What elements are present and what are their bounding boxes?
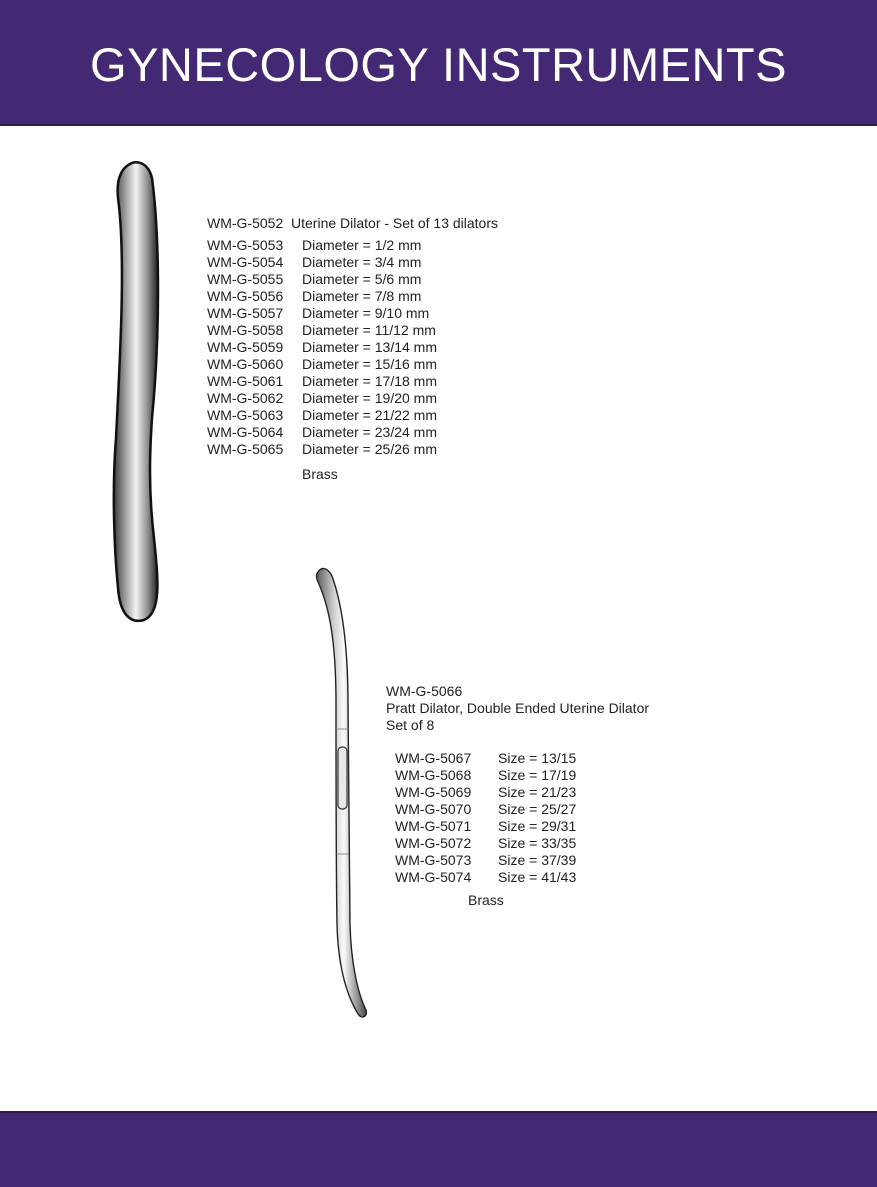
item-code: WM-G-5054	[207, 254, 284, 270]
item-code: WM-G-5065	[207, 441, 284, 457]
product2-title: Pratt Dilator, Double Ended Uterine Dilator	[386, 700, 650, 716]
product1-header	[207, 215, 498, 232]
page-footer	[0, 1111, 877, 1187]
item-desc: Size = 21/23	[498, 784, 577, 800]
item-code: WM-G-5062	[207, 390, 284, 406]
item-desc: Size = 25/27	[498, 801, 577, 817]
item-desc: Size = 17/19	[498, 767, 577, 783]
item-desc: Diameter = 15/16 mm	[302, 356, 437, 372]
item-code: WM-G-5069	[395, 784, 472, 800]
item-code: WM-G-5061	[207, 373, 284, 389]
item-desc: Diameter = 19/20 mm	[302, 390, 437, 406]
item-desc: Diameter = 17/18 mm	[302, 373, 437, 389]
item-desc: Size = 41/43	[498, 869, 577, 885]
product2-subtitle: Set of 8	[386, 717, 435, 733]
item-desc: Diameter = 25/26 mm	[302, 441, 437, 457]
item-code: WM-G-5064	[207, 424, 284, 440]
item-desc: Diameter = 7/8 mm	[302, 288, 422, 304]
item-desc: Diameter = 1/2 mm	[302, 237, 422, 253]
item-code: WM-G-5057	[207, 305, 284, 321]
item-desc: Size = 37/39	[498, 852, 577, 868]
item-code: WM-G-5055	[207, 271, 284, 287]
item-code: WM-G-5053	[207, 237, 284, 253]
item-code: WM-G-5058	[207, 322, 284, 338]
product1-code: WM-G-5052	[207, 215, 284, 231]
product1-material: Brass	[302, 466, 338, 482]
page-header	[0, 0, 877, 126]
product2-code: WM-G-5066	[386, 683, 463, 699]
item-code: WM-G-5073	[395, 852, 472, 868]
item-code: WM-G-5068	[395, 767, 472, 783]
item-desc: Diameter = 21/22 mm	[302, 407, 437, 423]
item-code: WM-G-5056	[207, 288, 284, 304]
item-desc: Diameter = 5/6 mm	[302, 271, 422, 287]
item-desc: Size = 13/15	[498, 750, 577, 766]
product2-material: Brass	[468, 892, 504, 908]
product1-title: Uterine Dilator - Set of 13 dilators	[291, 215, 498, 231]
item-desc: Diameter = 23/24 mm	[302, 424, 437, 440]
item-code: WM-G-5071	[395, 818, 472, 834]
item-desc: Diameter = 13/14 mm	[302, 339, 437, 355]
item-desc: Diameter = 9/10 mm	[302, 305, 430, 321]
item-desc: Size = 29/31	[498, 818, 577, 834]
item-code: WM-G-5070	[395, 801, 472, 817]
item-code: WM-G-5063	[207, 407, 284, 423]
item-code: WM-G-5059	[207, 339, 284, 355]
item-desc: Diameter = 3/4 mm	[302, 254, 422, 270]
item-desc: Size = 33/35	[498, 835, 577, 851]
item-code: WM-G-5072	[395, 835, 472, 851]
pratt-dilator-icon	[308, 564, 388, 1024]
uterine-dilator-icon	[100, 158, 180, 628]
item-code: WM-G-5074	[395, 869, 472, 885]
item-code: WM-G-5060	[207, 356, 284, 372]
item-code: WM-G-5067	[395, 750, 472, 766]
item-desc: Diameter = 11/12 mm	[302, 322, 436, 338]
page-title: GYNECOLOGY INSTRUMENTS	[90, 38, 787, 91]
